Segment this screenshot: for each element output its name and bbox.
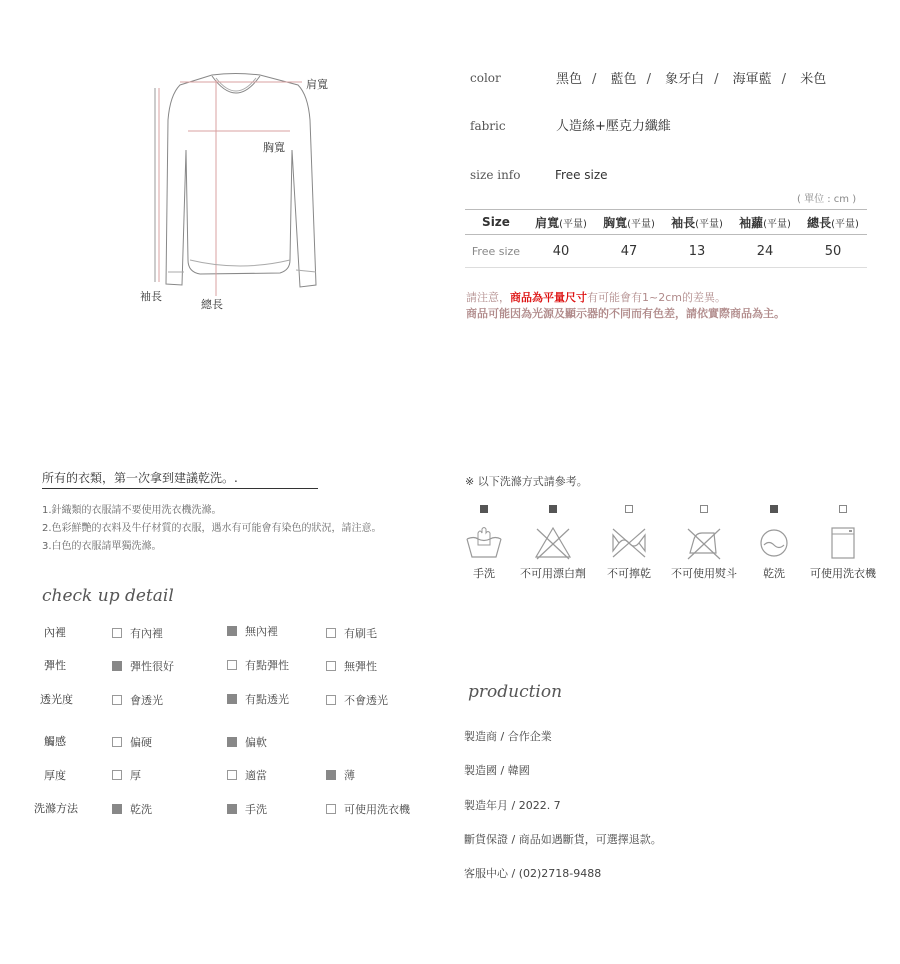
col-header: 肩寬(平量) — [527, 210, 595, 235]
size-table — [465, 209, 867, 268]
production-line: 製造年月 / 2022. 7 — [464, 799, 561, 812]
production-line: 製造商 / 合作企業 — [464, 730, 552, 743]
garment-diagram — [130, 60, 330, 320]
detail-title: check up detail — [42, 586, 174, 606]
checkbox[interactable] — [112, 804, 122, 814]
checkbox[interactable] — [227, 804, 237, 814]
detail-row-label: 厚度 — [44, 769, 66, 782]
production-line: 客服中心 / (02)2718-9488 — [464, 867, 602, 880]
wash-checkbox[interactable] — [480, 505, 488, 513]
col-header: 袖長(平量) — [663, 210, 731, 235]
detail-option[interactable]: 乾洗 — [112, 801, 152, 817]
care-item: 1.針織類的衣服請不要使用洗衣機洗滌。 — [42, 505, 222, 516]
no-iron-icon — [684, 525, 724, 561]
detail-option[interactable]: 彈性很好 — [112, 658, 174, 674]
color-option: 象牙白 — [665, 72, 705, 87]
production-line: 製造國 / 韓國 — [464, 764, 530, 777]
wash-checkbox[interactable] — [839, 505, 847, 513]
wash-label: 不可用漂白劑 — [520, 567, 586, 580]
checkbox[interactable] — [326, 628, 336, 638]
detail-row-label: 洗滌方法 — [34, 802, 78, 815]
table-cell: 50 — [799, 235, 867, 268]
no-bleach-icon — [533, 525, 573, 561]
detail-row-label: 透光度 — [40, 693, 73, 706]
wash-checkbox[interactable] — [700, 505, 708, 513]
checkbox[interactable] — [227, 737, 237, 747]
fabric-label: fabric — [470, 119, 506, 133]
checkbox[interactable] — [227, 660, 237, 670]
detail-option[interactable]: 手洗 — [227, 801, 267, 817]
care-item: 3.白色的衣服請單獨洗滌。 — [42, 541, 162, 552]
wash-item — [513, 505, 593, 581]
note-measure: 請注意，商品為平量尺寸有可能會有1~2cm的差異。 — [466, 291, 726, 304]
table-cell: 40 — [527, 235, 595, 268]
checkbox[interactable] — [326, 804, 336, 814]
hand-wash-icon — [464, 525, 504, 561]
detail-option[interactable]: 薄 — [326, 767, 355, 783]
table-cell: 24 — [731, 235, 799, 268]
wash-item — [589, 505, 669, 581]
table-row — [465, 235, 867, 268]
care-item: 2.色彩鮮艷的衣料及牛仔材質的衣服，遇水有可能會有染色的狀況，請注意。 — [42, 523, 382, 534]
detail-option[interactable]: 有內裡 — [112, 625, 163, 641]
care-title: 所有的衣類，第一次拿到建議乾洗。. — [42, 469, 318, 489]
color-label: color — [470, 71, 501, 85]
detail-grid — [30, 620, 450, 820]
checkbox[interactable] — [112, 628, 122, 638]
fabric-value: 人造絲+壓克力纖維 — [556, 119, 671, 134]
checkbox[interactable] — [326, 661, 336, 671]
detail-option[interactable]: 無彈性 — [326, 658, 377, 674]
wash-icons — [444, 505, 894, 605]
detail-option[interactable]: 可使用洗衣機 — [326, 801, 410, 817]
note-color: 商品可能因為光源及顯示器的不同而有色差，請依實際商品為主。 — [466, 307, 785, 320]
detail-option[interactable]: 不會透光 — [326, 692, 388, 708]
no-wring-icon — [609, 525, 649, 561]
detail-option[interactable]: 有點彈性 — [227, 657, 289, 673]
detail-row-label: 觸感 — [44, 735, 66, 748]
col-header: 胸寬(平量) — [595, 210, 663, 235]
sizeinfo-label: size info — [470, 168, 521, 182]
label-chest: 胸寬 — [263, 141, 285, 154]
care-list — [42, 502, 382, 556]
color-option: 藍色 — [610, 72, 637, 87]
wash-note: ※ 以下洗滌方式請參考。 — [465, 475, 588, 488]
wash-label: 可使用洗衣機 — [810, 567, 876, 580]
label-shoulder: 肩寬 — [306, 78, 328, 91]
row-label: Free size — [465, 235, 527, 268]
color-option: 海軍藍 — [732, 72, 772, 87]
wash-item — [803, 505, 883, 581]
size-header: Size — [465, 210, 527, 235]
wash-item — [444, 505, 524, 581]
wash-label: 手洗 — [473, 567, 495, 580]
checkbox[interactable] — [227, 770, 237, 780]
detail-option[interactable]: 無內裡 — [227, 623, 278, 639]
wash-checkbox[interactable] — [770, 505, 778, 513]
color-list: 黑色 / 藍色 / 象牙白 / 海軍藍 / 米色 — [556, 72, 827, 87]
wash-checkbox[interactable] — [549, 505, 557, 513]
detail-option[interactable]: 適當 — [227, 767, 267, 783]
detail-row-label: 內裡 — [44, 626, 66, 639]
detail-option[interactable]: 偏硬 — [112, 734, 152, 750]
unit-note: ( 單位 : cm ) — [797, 194, 857, 205]
detail-option[interactable]: 會透光 — [112, 692, 163, 708]
table-cell: 47 — [595, 235, 663, 268]
sizeinfo-value: Free size — [555, 168, 608, 182]
color-option: 黑色 — [556, 72, 583, 87]
checkbox[interactable] — [326, 695, 336, 705]
detail-row-label: 彈性 — [44, 659, 66, 672]
label-sleeve: 袖長 — [140, 290, 162, 303]
checkbox[interactable] — [112, 695, 122, 705]
wash-label: 乾洗 — [763, 567, 785, 580]
checkbox[interactable] — [112, 770, 122, 780]
table-cell: 13 — [663, 235, 731, 268]
shirt-outline-icon — [130, 60, 330, 320]
detail-option[interactable]: 有刷毛 — [326, 625, 377, 641]
col-header: 總長(平量) — [799, 210, 867, 235]
checkbox[interactable] — [112, 737, 122, 747]
production-line: 斷貨保證 / 商品如遇斷貨，可選擇退款。 — [464, 833, 662, 846]
checkbox[interactable] — [112, 661, 122, 671]
washing-machine-icon — [823, 525, 863, 561]
detail-option[interactable]: 偏軟 — [227, 734, 267, 750]
wash-checkbox[interactable] — [625, 505, 633, 513]
wash-item — [664, 505, 744, 581]
detail-option[interactable]: 厚 — [112, 767, 141, 783]
detail-option[interactable]: 有點透光 — [227, 691, 289, 707]
wash-label: 不可擰乾 — [607, 567, 651, 580]
wash-item — [734, 505, 814, 581]
dry-clean-icon — [754, 525, 794, 561]
checkbox[interactable] — [227, 694, 237, 704]
label-length: 總長 — [201, 298, 223, 311]
checkbox[interactable] — [326, 770, 336, 780]
checkbox[interactable] — [227, 626, 237, 636]
color-option: 米色 — [800, 72, 827, 87]
production-title: production — [468, 682, 563, 702]
col-header: 袖蘿(平量) — [731, 210, 799, 235]
wash-label: 不可使用熨斗 — [671, 567, 737, 580]
